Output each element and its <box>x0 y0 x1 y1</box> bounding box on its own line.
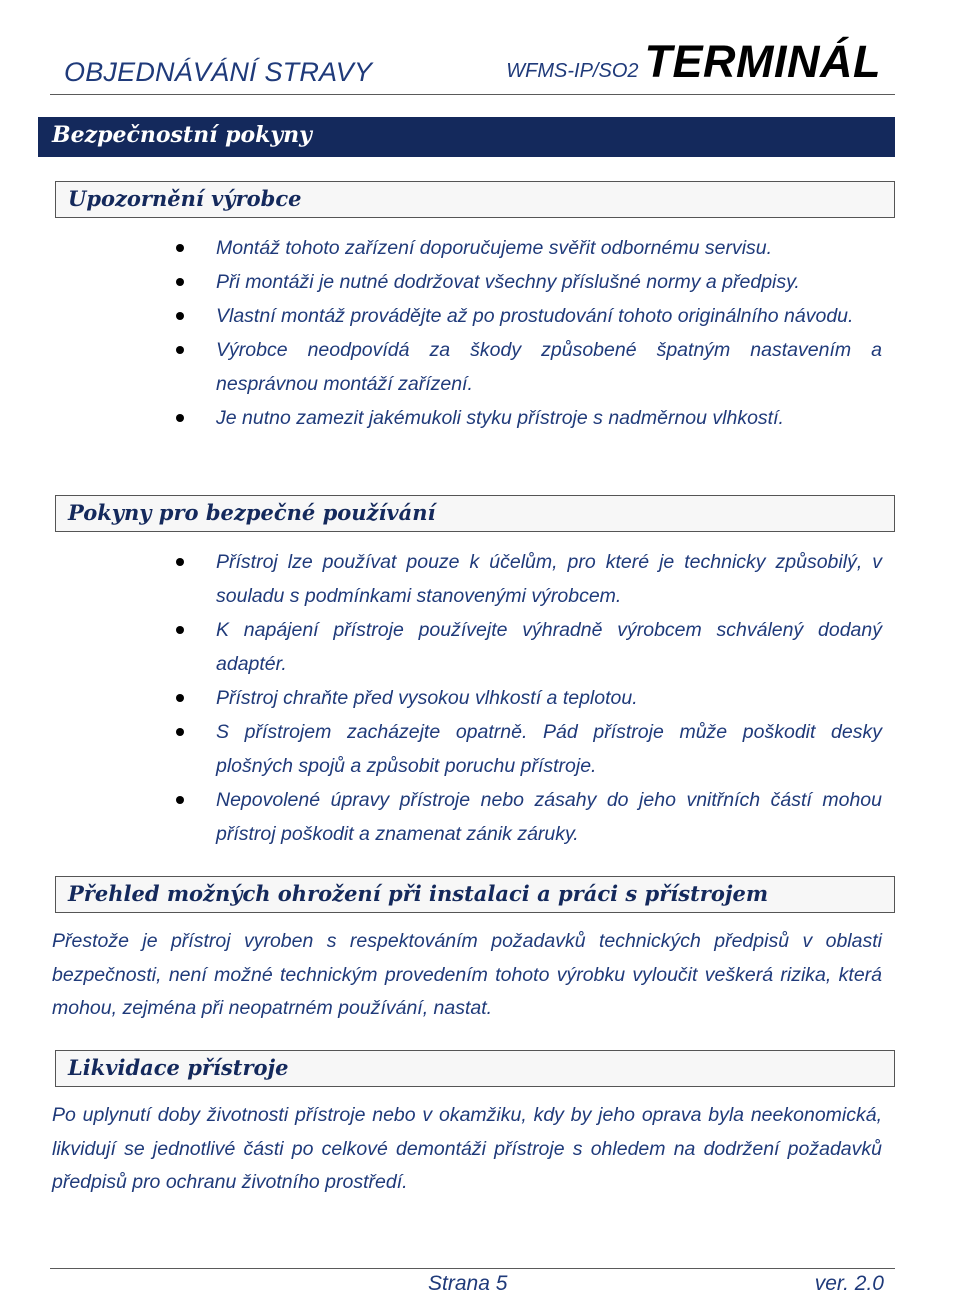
bullet-icon <box>176 796 184 804</box>
list-item: Výrobce neodpovídá za škody způsobené špatným nastavením a nesprávnou montáží zařízení. <box>168 333 882 401</box>
section-heading-manufacturer-notice <box>55 181 895 218</box>
page-header <box>50 30 895 95</box>
product-name: TERMINÁL <box>644 36 881 87</box>
bullet-icon <box>176 244 184 252</box>
section-title: Upozornění výrobce <box>68 186 302 211</box>
manufacturer-notice-list <box>168 231 882 435</box>
bullet-icon <box>176 346 184 354</box>
list-item: Přístroj lze používat pouze k účelům, pro které je technicky způsobilý, v souladu s podmínkami stanovenými výrobcem. <box>168 545 882 613</box>
list-item: Nepovolené úpravy přístroje nebo zásahy do jeho vnitřních částí mohou přístroj poškodit a znamenat zánik záruky. <box>168 783 882 851</box>
list-item: S přístrojem zacházejte opatrně. Pád přístroje může poškodit desky plošných spojů a způsobit poruchu přístroje. <box>168 715 882 783</box>
product-title <box>506 36 881 88</box>
footer-divider <box>50 1268 895 1269</box>
section-heading-disposal <box>55 1050 895 1087</box>
section-title: Likvidace přístroje <box>68 1055 289 1080</box>
list-item: K napájení přístroje používejte výhradně výrobcem schválený dodaný adaptér. <box>168 613 882 681</box>
list-item: Montáž tohoto zařízení doporučujeme svěřit odbornému servisu. <box>168 231 882 265</box>
bullet-icon <box>176 278 184 286</box>
list-item: Přístroj chraňte před vysokou vlhkostí a teplotou. <box>168 681 882 715</box>
section-title: Pokyny pro bezpečné používání <box>68 500 436 525</box>
section-title: Přehled možných ohrožení při instalaci a práci s přístrojem <box>68 881 769 906</box>
chapter-banner <box>38 117 895 157</box>
hazards-paragraph: Přestože je přístroj vyroben s respektováním požadavků technických předpisů v oblasti bezpečnosti, není možné technickým provedením tohoto výrobku vyloučit veškerá rizika, která mohou, zejména při neopatrném používání, nastat. <box>52 930 882 1019</box>
document-version: ver. 2.0 <box>814 1272 884 1295</box>
list-item: Je nutno zamezit jakémukoli styku přístroje s nadměrnou vlhkostí. <box>168 401 882 435</box>
page-number: Strana 5 <box>428 1272 508 1295</box>
bullet-icon <box>176 414 184 422</box>
safe-use-list <box>168 545 882 851</box>
section-heading-hazards <box>55 876 895 913</box>
bullet-icon <box>176 312 184 320</box>
bullet-icon <box>176 558 184 566</box>
chapter-title: Bezpečnostní pokyny <box>52 122 312 148</box>
product-code: WFMS-IP/SO2 <box>506 60 639 82</box>
disposal-paragraph: Po uplynutí doby životnosti přístroje nebo v okamžiku, kdy by jeho oprava byla neekonomická, likvidují se jednotlivé části po celkové demontáži přístroje s ohledem na dodržení požadavků předpisů pro ochranu životního prostředí. <box>52 1104 882 1193</box>
bullet-icon <box>176 694 184 702</box>
section-heading-safe-use <box>55 495 895 532</box>
document-title: OBJEDNÁVÁNÍ STRAVY <box>64 57 373 87</box>
bullet-icon <box>176 728 184 736</box>
list-item: Při montáži je nutné dodržovat všechny příslušné normy a předpisy. <box>168 265 882 299</box>
list-item: Vlastní montáž provádějte až po prostudování tohoto originálního návodu. <box>168 299 882 333</box>
bullet-icon <box>176 626 184 634</box>
